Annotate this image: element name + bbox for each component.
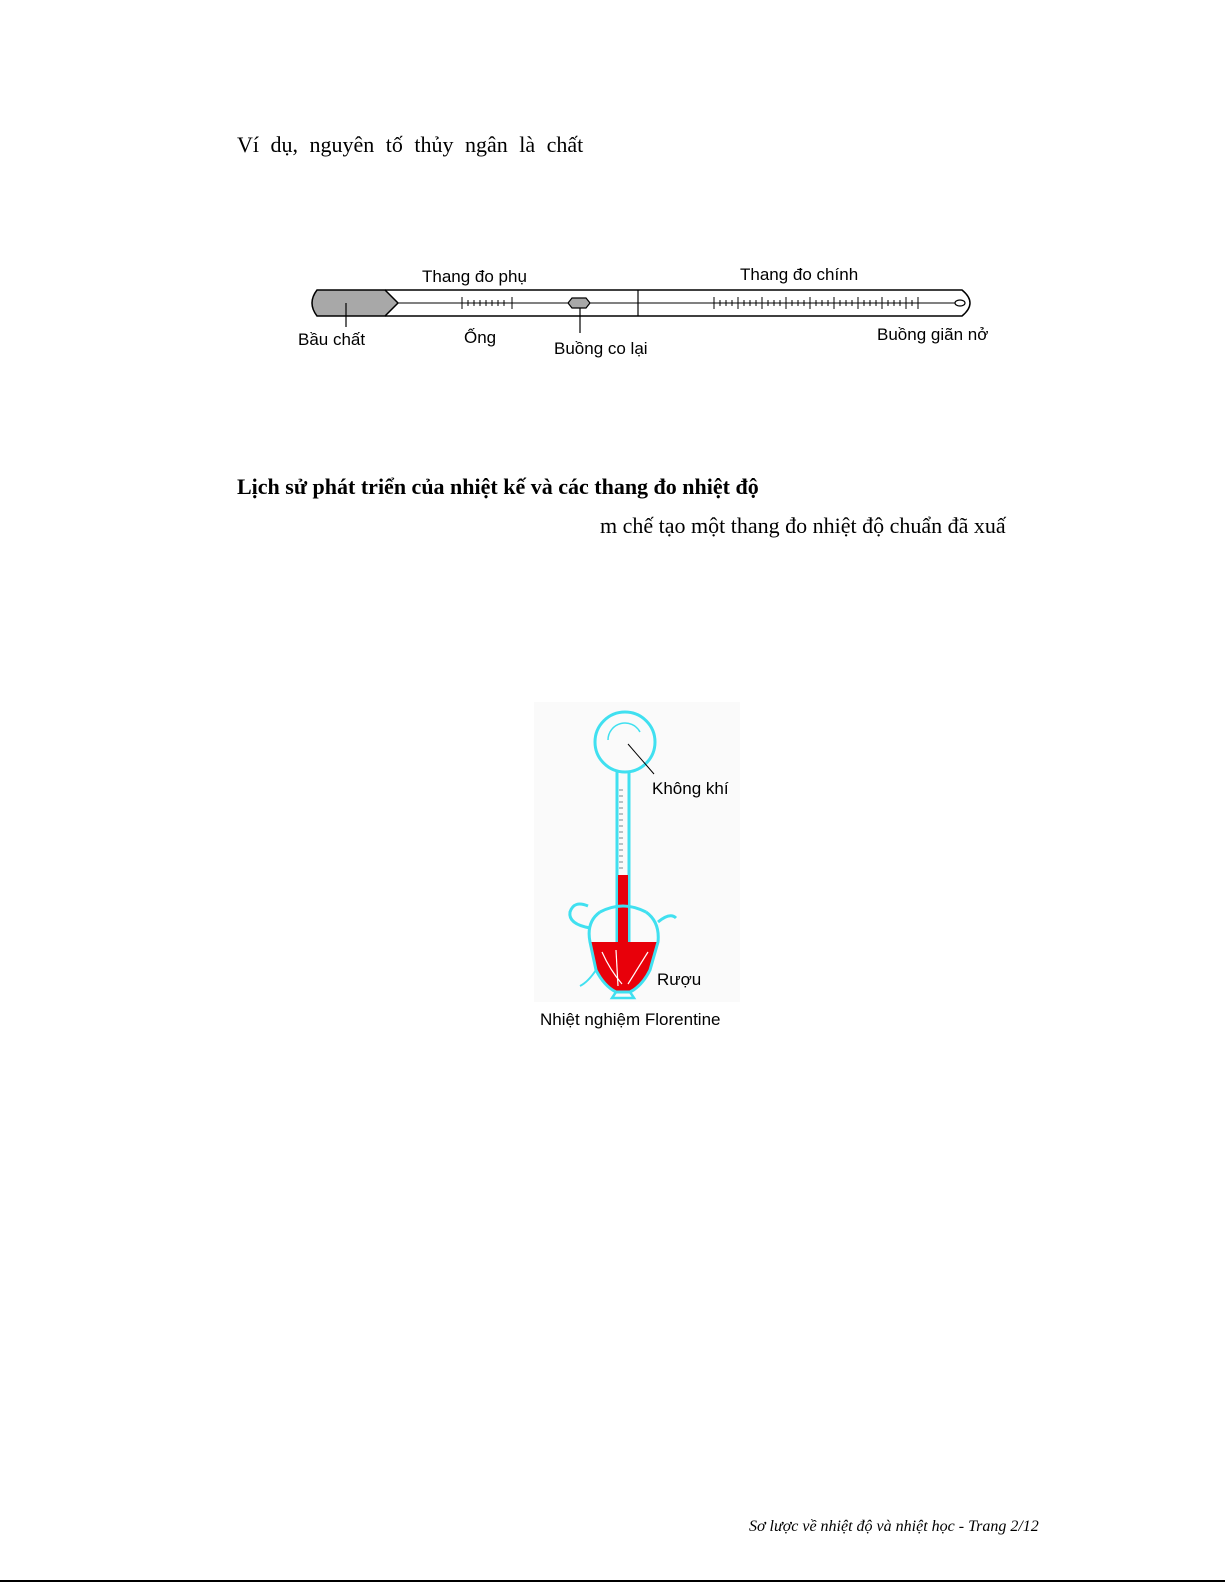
expansion-chamber-label: Buồng giãn nở xyxy=(877,325,989,344)
air-label: Không khí xyxy=(652,779,729,798)
diagram-caption: Nhiệt nghiệm Florentine xyxy=(540,1010,721,1029)
bottom-border-line xyxy=(0,1580,1225,1582)
tube-label: Ống xyxy=(464,328,497,347)
liquid-column xyxy=(618,875,628,965)
thermometer-diagram xyxy=(290,255,1010,365)
footer-page-info: Sơ lược về nhiệt độ và nhiệt học - Trang 2/12 xyxy=(749,1518,1039,1535)
section-text-fragment: m chế tạo một thang đo nhiệt độ chuẩn đã xuấ xyxy=(600,513,1006,538)
aux-scale-label: Thang đo phụ xyxy=(422,267,527,286)
section-heading: Lịch sử phát triển của nhiệt kế và các thang đo nhiệt độ xyxy=(237,474,759,499)
florentine-thermoscope-diagram xyxy=(530,700,760,1040)
thermometer-outline xyxy=(312,290,970,316)
contraction-chamber-label: Buồng co lại xyxy=(554,339,648,358)
bulb-label: Bầu chất xyxy=(298,330,366,349)
main-scale-label: Thang đo chính xyxy=(740,265,859,284)
liquid-label: Rượu xyxy=(657,970,702,989)
intro-text: Ví dụ, nguyên tố thủy ngân là chất xyxy=(237,132,584,157)
